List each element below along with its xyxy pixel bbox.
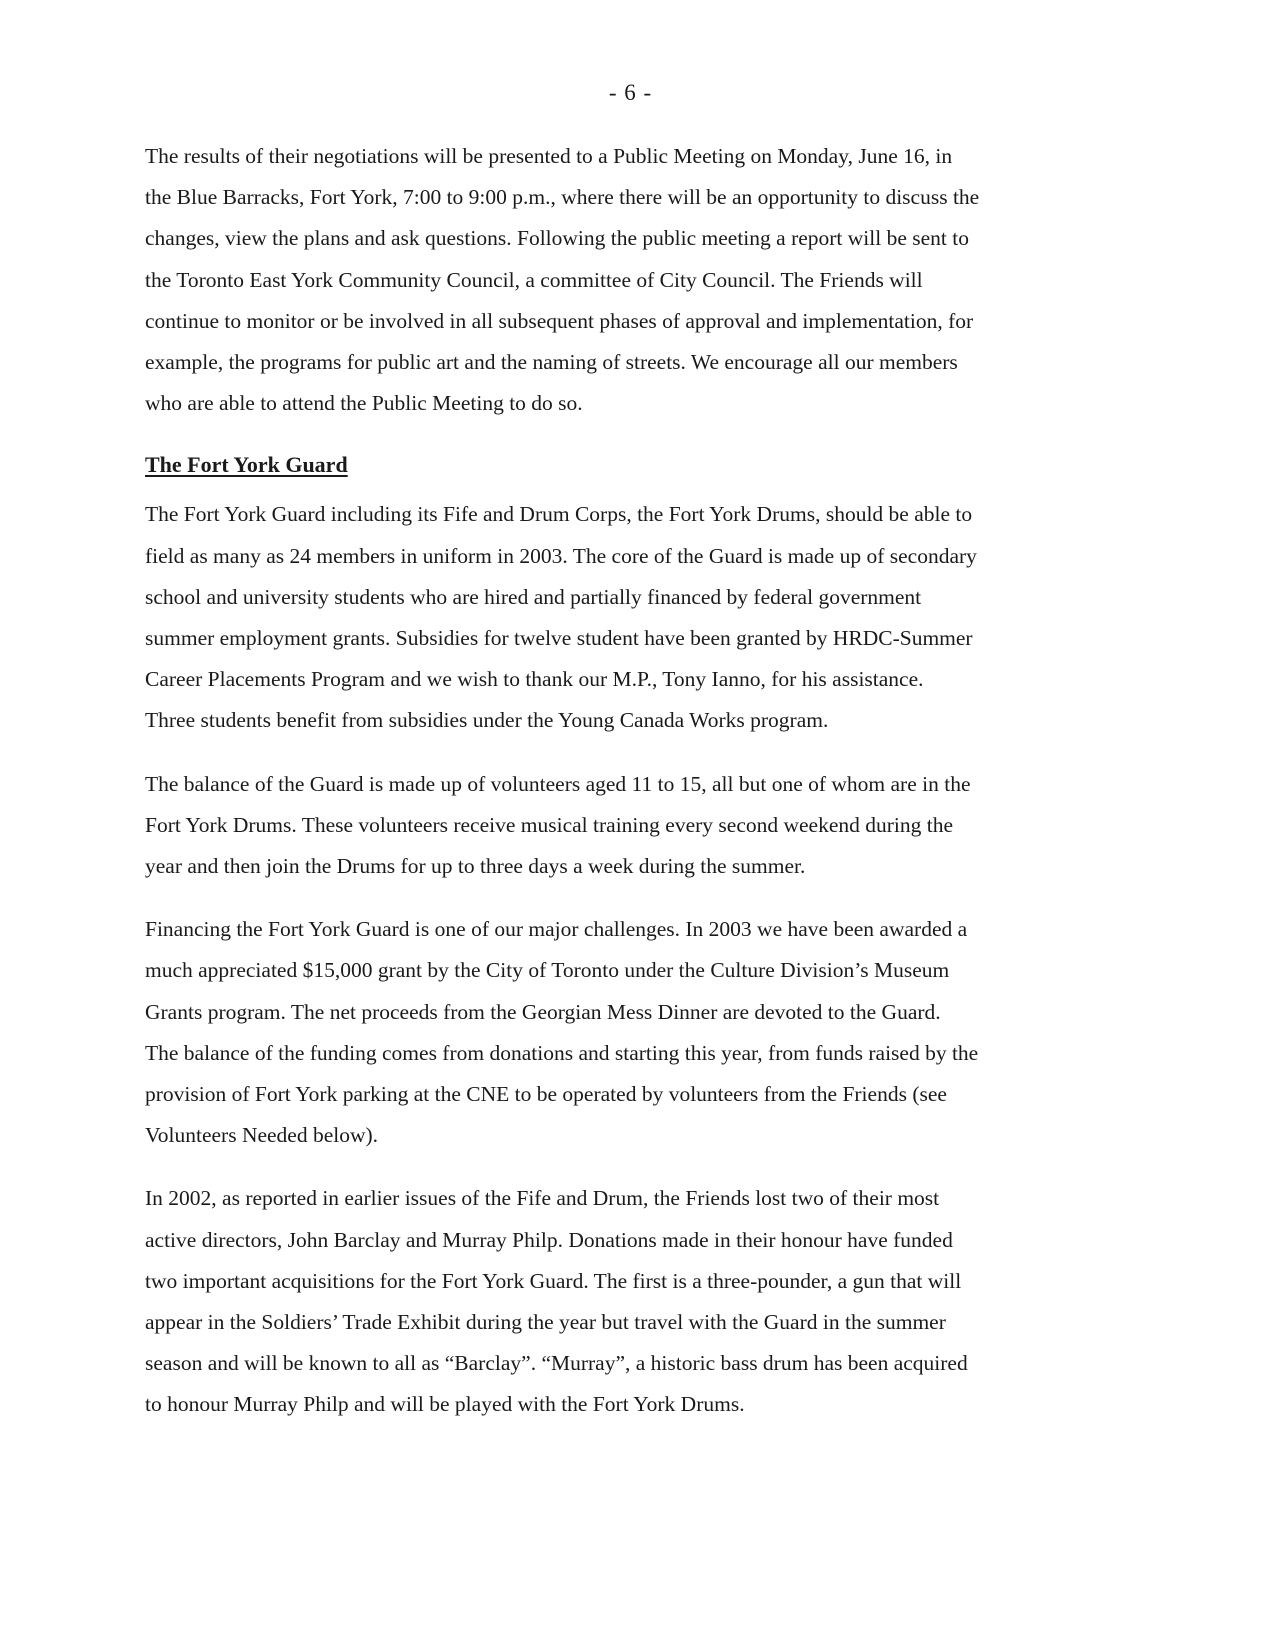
text-line: In 2002, as reported in earlier issues of the Fife and Drum, the Friends lost two of their most	[145, 1186, 940, 1211]
text-line: Financing the Fort York Guard is one of our major challenges. In 2003 we have been awarded a	[145, 917, 968, 942]
text-line: two important acquisitions for the Fort York Guard. The first is a three-pounder, a gun that will	[145, 1268, 962, 1293]
text-line: The balance of the Guard is made up of volunteers aged 11 to 15, all but one of whom are in the	[145, 771, 971, 796]
text-line: the Blue Barracks, Fort York, 7:00 to 9:00 p.m., where there will be an opportunity to discuss the	[145, 185, 980, 210]
text-line: Volunteers Needed below).	[145, 1123, 379, 1148]
document-body	[145, 136, 1095, 1448]
text-line: Three students benefit from subsidies under the Young Canada Works program.	[145, 708, 829, 733]
paragraph-volunteers	[145, 764, 1095, 888]
text-line: example, the programs for public art and the naming of streets. We encourage all our members	[145, 350, 958, 375]
section-heading: The Fort York Guard	[145, 452, 348, 478]
text-line: Career Placements Program and we wish to thank our M.P., Tony Ianno, for his assistance.	[145, 667, 924, 692]
text-line: the Toronto East York Community Council, a committee of City Council. The Friends will	[145, 267, 923, 292]
text-line: The Fort York Guard including its Fife and Drum Corps, the Fort York Drums, should be able to	[145, 502, 973, 527]
text-line: The results of their negotiations will be presented to a Public Meeting on Monday, June 16, in	[145, 144, 953, 168]
text-line: continue to monitor or be involved in all subsequent phases of approval and implementation, for	[145, 308, 974, 333]
text-line: who are able to attend the Public Meeting to do so.	[145, 391, 583, 416]
paragraph-public-meeting	[145, 136, 1095, 424]
text-line: summer employment grants. Subsidies for twelve student have been granted by HRDC-Summer	[145, 626, 973, 651]
text-line: to honour Murray Philp and will be played with the Fort York Drums.	[145, 1392, 745, 1417]
text-line: Grants program. The net proceeds from the Georgian Mess Dinner are devoted to the Guard.	[145, 999, 941, 1024]
text-line: provision of Fort York parking at the CNE to be operated by volunteers from the Friends (see	[145, 1082, 947, 1107]
text-line: school and university students who are hired and partially financed by federal government	[145, 584, 922, 609]
text-line: field as many as 24 members in uniform in 2003. The core of the Guard is made up of secondary	[145, 543, 977, 568]
paragraph-guard-overview	[145, 494, 1095, 741]
text-line: appear in the Soldiers’ Trade Exhibit during the year but travel with the Guard in the summer	[145, 1310, 946, 1335]
text-line: changes, view the plans and ask questions. Following the public meeting a report will be sent to	[145, 226, 970, 251]
text-line: year and then join the Drums for up to three days a week during the summer.	[145, 854, 806, 879]
paragraph-acquisitions	[145, 1178, 1095, 1425]
paragraph-financing	[145, 909, 1095, 1156]
page-number: - 6 -	[608, 80, 653, 105]
text-line: season and will be known to all as “Barclay”. “Murray”, a historic bass drum has been acquired	[145, 1351, 968, 1376]
text-line: much appreciated $15,000 grant by the City of Toronto under the Culture Division’s Museum	[145, 958, 950, 983]
text-line: The balance of the funding comes from donations and starting this year, from funds raised by the	[145, 1040, 979, 1065]
text-line: active directors, John Barclay and Murray Philp. Donations made in their honour have funded	[145, 1227, 953, 1252]
text-line: Fort York Drums. These volunteers receive musical training every second weekend during the	[145, 812, 954, 837]
